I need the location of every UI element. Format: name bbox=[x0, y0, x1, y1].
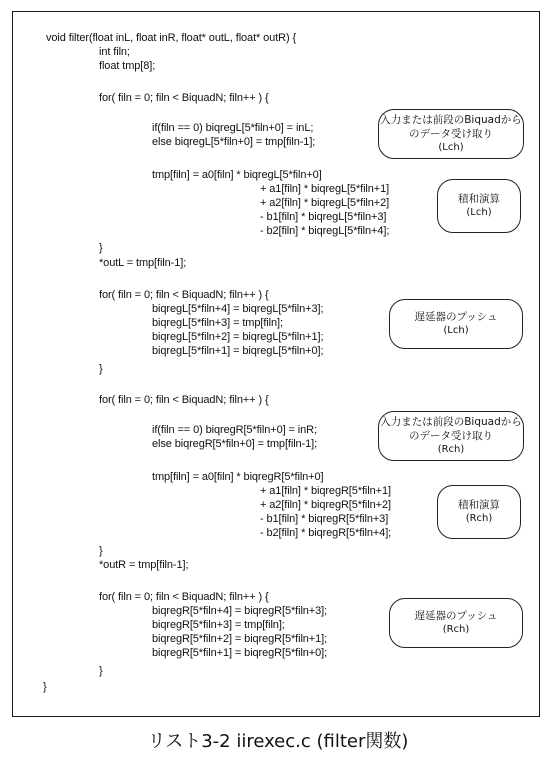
code-line: - b1[filn] * biqregL[5*filn+3] bbox=[260, 211, 387, 223]
code-line: tmp[filn] = a0[filn] * biqregL[5*filn+0] bbox=[152, 169, 322, 181]
annotation-text: のデータ受け取り bbox=[409, 430, 493, 442]
code-line: } bbox=[99, 665, 103, 677]
code-line: else biqregL[5*filn+0] = tmp[filn-1]; bbox=[152, 136, 316, 148]
code-line: void filter(float inL, float inR, float* outL, float* outR) { bbox=[46, 32, 297, 44]
code-line: biqregR[5*filn+3] = tmp[filn]; bbox=[152, 619, 285, 631]
annotation-bubble bbox=[437, 485, 521, 539]
code-line: *outR = tmp[filn-1]; bbox=[99, 559, 189, 571]
annotation-text: 遅延器のプッシュ bbox=[414, 610, 498, 622]
annotation-channel: (Rch) bbox=[465, 513, 493, 524]
code-line: + a2[filn] * biqregL[5*filn+2] bbox=[260, 197, 390, 209]
annotation-text: 入力または前段のBiquadから bbox=[380, 114, 522, 126]
annotation-channel: (Rch) bbox=[437, 444, 465, 455]
code-line: } bbox=[99, 242, 103, 254]
code-line: for( filn = 0; filn < BiquadN; filn++ ) { bbox=[99, 591, 269, 603]
annotation-channel: (Lch) bbox=[443, 325, 469, 336]
code-line: biqregL[5*filn+2] = biqregL[5*filn+1]; bbox=[152, 331, 324, 343]
code-listing-frame bbox=[12, 11, 540, 717]
code-line: float tmp[8]; bbox=[99, 60, 156, 72]
code-line: biqregL[5*filn+3] = tmp[filn]; bbox=[152, 317, 283, 329]
annotation-channel: (Lch) bbox=[438, 142, 464, 153]
annotation-text: 積和演算 bbox=[458, 193, 500, 205]
code-line: + a2[filn] * biqregR[5*filn+2] bbox=[260, 499, 391, 511]
code-line: else biqregR[5*filn+0] = tmp[filn-1]; bbox=[152, 438, 318, 450]
annotation-bubble bbox=[389, 598, 523, 648]
code-line: for( filn = 0; filn < BiquadN; filn++ ) { bbox=[99, 289, 269, 301]
annotation-text: 入力または前段のBiquadから bbox=[380, 416, 522, 428]
code-line: *outL = tmp[filn-1]; bbox=[99, 257, 187, 269]
code-line: - b2[filn] * biqregL[5*filn+4]; bbox=[260, 225, 390, 237]
annotation-bubble bbox=[378, 411, 524, 461]
annotation-text: 積和演算 bbox=[458, 499, 500, 511]
code-line: - b1[filn] * biqregR[5*filn+3] bbox=[260, 513, 389, 525]
code-line: for( filn = 0; filn < BiquadN; filn++ ) { bbox=[99, 92, 269, 104]
code-line: biqregL[5*filn+1] = biqregL[5*filn+0]; bbox=[152, 345, 324, 357]
code-line: tmp[filn] = a0[filn] * biqregR[5*filn+0] bbox=[152, 471, 324, 483]
code-line: - b2[filn] * biqregR[5*filn+4]; bbox=[260, 527, 392, 539]
code-line: biqregR[5*filn+2] = biqregR[5*filn+1]; bbox=[152, 633, 328, 645]
code-line: } bbox=[99, 545, 103, 557]
listing-caption: リスト3-2 iirexec.c (filter関数) bbox=[147, 731, 409, 752]
annotation-channel: (Lch) bbox=[466, 207, 492, 218]
annotation-bubble bbox=[437, 179, 521, 233]
code-line: + a1[filn] * biqregR[5*filn+1] bbox=[260, 485, 391, 497]
code-line: int filn; bbox=[99, 46, 130, 58]
code-line: biqregR[5*filn+1] = biqregR[5*filn+0]; bbox=[152, 647, 328, 659]
code-line: if(filn == 0) biqregR[5*filn+0] = inR; bbox=[152, 424, 317, 436]
annotation-text: のデータ受け取り bbox=[409, 128, 493, 140]
code-line: for( filn = 0; filn < BiquadN; filn++ ) { bbox=[99, 394, 269, 406]
code-line: } bbox=[99, 363, 103, 375]
annotation-bubble bbox=[378, 109, 524, 159]
code-line: } bbox=[43, 681, 47, 693]
code-line: biqregL[5*filn+4] = biqregL[5*filn+3]; bbox=[152, 303, 324, 315]
code-line: if(filn == 0) biqregL[5*filn+0] = inL; bbox=[152, 122, 314, 134]
code-line: + a1[filn] * biqregL[5*filn+1] bbox=[260, 183, 390, 195]
code-line: biqregR[5*filn+4] = biqregR[5*filn+3]; bbox=[152, 605, 328, 617]
annotation-channel: (Rch) bbox=[442, 624, 470, 635]
annotation-text: 遅延器のプッシュ bbox=[414, 311, 498, 323]
annotation-bubble bbox=[389, 299, 523, 349]
